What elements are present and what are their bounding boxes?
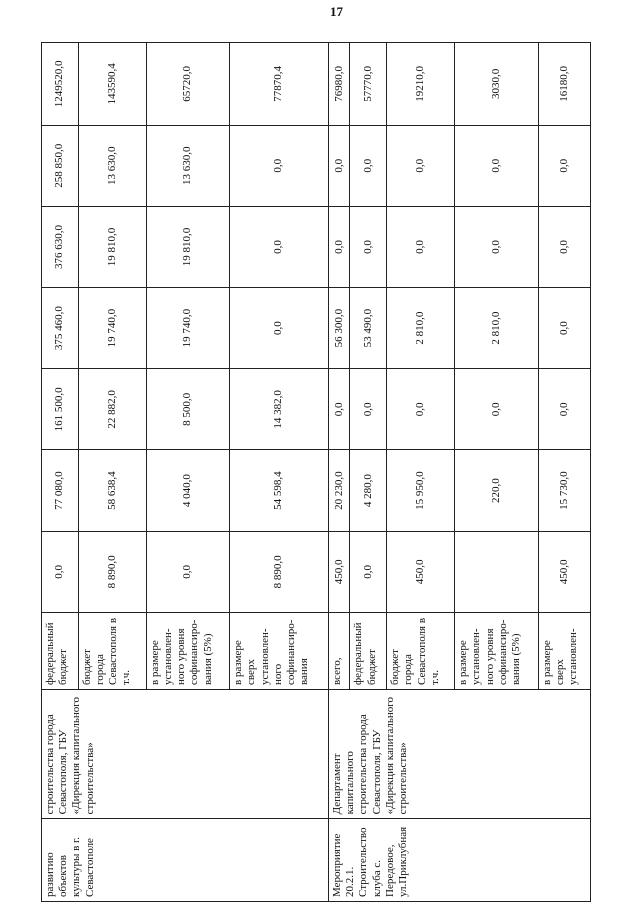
executor-cell: Департамент капитального строительства города Севастополя, ГБУ «Дирекция капитального строительства» <box>329 690 591 819</box>
value-cell: 0,0 <box>230 125 329 206</box>
value-cell <box>455 531 538 612</box>
value-cell: 14 382,0 <box>230 369 329 450</box>
value-cell: 22 882,0 <box>78 369 146 450</box>
rotated-table-container <box>41 42 591 902</box>
budget-table <box>41 42 591 902</box>
funding-source-cell: бюджет города Севастополя в т.ч. <box>78 612 146 689</box>
value-cell: 0,0 <box>538 369 590 450</box>
funding-source-cell: всего, <box>329 612 350 689</box>
value-cell: 2 810,0 <box>455 288 538 369</box>
event-name-cell: развитию объектов культуры в г. Севастополе <box>42 819 329 902</box>
value-cell: 0,0 <box>350 531 387 612</box>
total-cell: 19210,0 <box>387 43 455 126</box>
value-cell: 0,0 <box>329 369 350 450</box>
value-cell: 0,0 <box>538 206 590 287</box>
value-cell: 0,0 <box>387 206 455 287</box>
value-cell: 19 810,0 <box>146 206 229 287</box>
value-cell: 220,0 <box>455 450 538 531</box>
value-cell: 450,0 <box>329 531 350 612</box>
value-cell: 0,0 <box>350 125 387 206</box>
value-cell: 0,0 <box>329 125 350 206</box>
value-cell: 161 500,0 <box>42 369 79 450</box>
value-cell: 8 890,0 <box>78 531 146 612</box>
value-cell: 258 850,0 <box>42 125 79 206</box>
value-cell: 13 630,0 <box>78 125 146 206</box>
value-cell: 19 740,0 <box>146 288 229 369</box>
value-cell: 56 300,0 <box>329 288 350 369</box>
value-cell: 375 460,0 <box>42 288 79 369</box>
total-cell: 16180,0 <box>538 43 590 126</box>
value-cell: 0,0 <box>350 369 387 450</box>
total-cell: 76980,0 <box>329 43 350 126</box>
value-cell: 4 040,0 <box>146 450 229 531</box>
total-cell: 1249520,0 <box>42 43 79 126</box>
value-cell: 77 080,0 <box>42 450 79 531</box>
total-cell: 77870,4 <box>230 43 329 126</box>
value-cell: 0,0 <box>146 531 229 612</box>
value-cell: 0,0 <box>387 125 455 206</box>
total-cell: 65720,0 <box>146 43 229 126</box>
funding-source-cell: в размере установлен-ного уровня софинансиро-вания (5%) <box>146 612 229 689</box>
value-cell: 376 630,0 <box>42 206 79 287</box>
value-cell: 8 500,0 <box>146 369 229 450</box>
value-cell: 15 730,0 <box>538 450 590 531</box>
value-cell: 0,0 <box>350 206 387 287</box>
value-cell: 0,0 <box>455 369 538 450</box>
table-row <box>329 43 350 902</box>
value-cell: 20 230,0 <box>329 450 350 531</box>
value-cell: 15 950,0 <box>387 450 455 531</box>
value-cell: 19 810,0 <box>78 206 146 287</box>
value-cell: 2 810,0 <box>387 288 455 369</box>
executor-cell: строительства города Севастополя, ГБУ «Дирекция капитального строительства» <box>42 690 329 819</box>
value-cell: 450,0 <box>538 531 590 612</box>
funding-source-cell: федеральный бюджет <box>350 612 387 689</box>
value-cell: 13 630,0 <box>146 125 229 206</box>
total-cell: 3030,0 <box>455 43 538 126</box>
value-cell: 54 598,4 <box>230 450 329 531</box>
value-cell: 0,0 <box>230 206 329 287</box>
funding-source-cell: в размере сверх установлен- <box>538 612 590 689</box>
value-cell: 0,0 <box>455 125 538 206</box>
table-row <box>42 43 79 902</box>
page-number: 17 <box>330 4 343 19</box>
value-cell: 53 490,0 <box>350 288 387 369</box>
event-name-cell: Мероприятие 20.2.1. Строительство клуба с. Передовое, ул.Приклубная <box>329 819 591 902</box>
funding-source-cell: в размере сверх установлен-ного софинансиро-вания <box>230 612 329 689</box>
value-cell: 0,0 <box>387 369 455 450</box>
value-cell: 0,0 <box>329 206 350 287</box>
funding-source-cell: федеральный бюджет <box>42 612 79 689</box>
value-cell: 19 740,0 <box>78 288 146 369</box>
funding-source-cell: бюджет города Севастополя в т.ч. <box>387 612 455 689</box>
value-cell: 450,0 <box>387 531 455 612</box>
total-cell: 143590,4 <box>78 43 146 126</box>
funding-source-cell: в размере установлен-ного уровня софинансиро-вания (5%) <box>455 612 538 689</box>
value-cell: 0,0 <box>538 288 590 369</box>
value-cell: 8 890,0 <box>230 531 329 612</box>
value-cell: 58 638,4 <box>78 450 146 531</box>
value-cell: 0,0 <box>455 206 538 287</box>
value-cell: 0,0 <box>538 125 590 206</box>
value-cell: 0,0 <box>42 531 79 612</box>
value-cell: 4 280,0 <box>350 450 387 531</box>
total-cell: 57770,0 <box>350 43 387 126</box>
value-cell: 0,0 <box>230 288 329 369</box>
